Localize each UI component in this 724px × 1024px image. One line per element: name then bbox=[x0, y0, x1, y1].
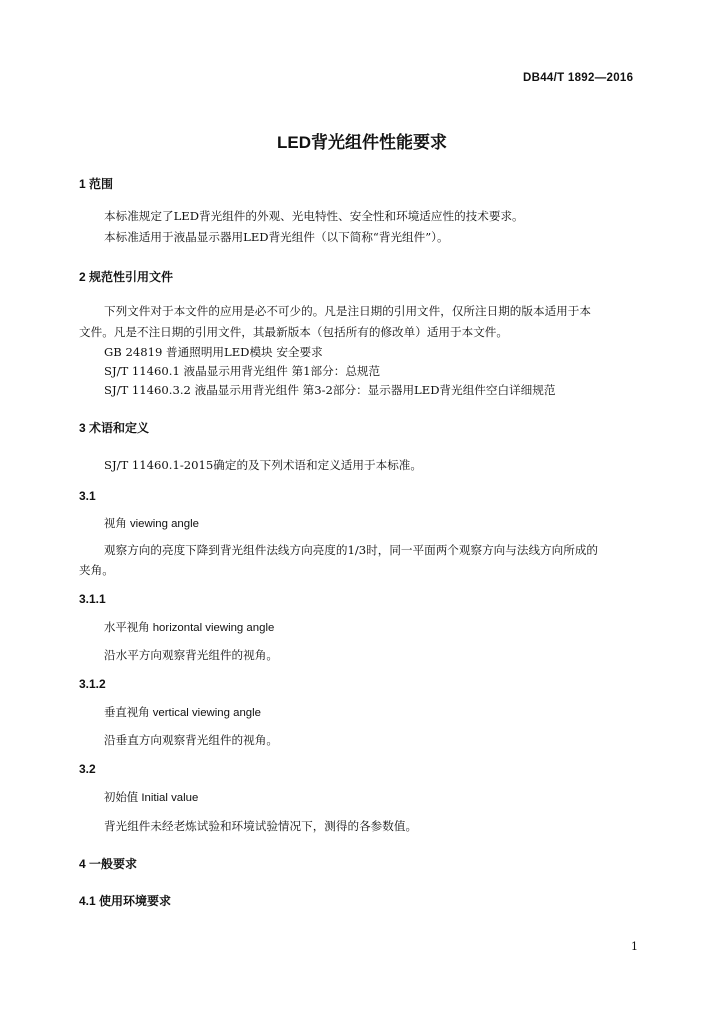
term-vertical-viewing-angle: 垂直视角 vertical viewing angle bbox=[104, 707, 261, 719]
section-1-heading: 1 范围 bbox=[79, 177, 114, 191]
section-2-heading: 2 规范性引用文件 bbox=[79, 270, 174, 284]
clause-3-1-2-number: 3.1.2 bbox=[79, 677, 106, 691]
section-1-paragraph-2: 本标准适用于液晶显示器用LED背光组件（以下简称“背光组件”）。 bbox=[104, 230, 449, 244]
document-title: LED背光组件性能要求 bbox=[277, 133, 447, 152]
term-initial-value: 初始值 Initial value bbox=[104, 792, 199, 804]
section-4-heading: 4 一般要求 bbox=[79, 857, 138, 871]
section-2-paragraph-line-1: 下列文件对于本文件的应用是必不可少的。凡是注日期的引用文件，仅所注日期的版本适用于本 bbox=[104, 304, 591, 318]
definition-horizontal-viewing-angle: 沿水平方向观察背光组件的视角。 bbox=[104, 648, 278, 662]
clause-4-1-heading: 4.1 使用环境要求 bbox=[79, 894, 172, 908]
reference-gb-24819: GB 24819 普通照明用LED模块 安全要求 bbox=[104, 345, 323, 359]
standard-code: DB44/T 1892—2016 bbox=[523, 72, 634, 84]
definition-vertical-viewing-angle: 沿垂直方向观察背光组件的视角。 bbox=[104, 733, 278, 747]
section-3-heading: 3 术语和定义 bbox=[79, 421, 150, 435]
term-viewing-angle: 视角 viewing angle bbox=[104, 518, 199, 530]
section-3-intro: SJ/T 11460.1-2015确定的及下列术语和定义适用于本标准。 bbox=[104, 458, 422, 472]
clause-3-2-number: 3.2 bbox=[79, 762, 96, 776]
clause-3-1-1-number: 3.1.1 bbox=[79, 592, 106, 606]
section-2-paragraph-line-2: 文件。凡是不注日期的引用文件，其最新版本（包括所有的修改单）适用于本文件。 bbox=[79, 325, 508, 339]
section-1-paragraph-1: 本标准规定了LED背光组件的外观、光电特性、安全性和环境适应性的技术要求。 bbox=[104, 209, 524, 223]
definition-viewing-angle-line-1: 观察方向的亮度下降到背光组件法线方向亮度的1/3时，同一平面两个观察方向与法线方向所成的 bbox=[104, 543, 599, 557]
definition-initial-value: 背光组件未经老炼试验和环境试验情况下，测得的各参数值。 bbox=[104, 819, 418, 833]
clause-3-1-number: 3.1 bbox=[79, 489, 96, 503]
reference-sjt-11460-1: SJ/T 11460.1 液晶显示用背光组件 第1部分：总规范 bbox=[104, 364, 381, 378]
page-number: 1 bbox=[631, 940, 638, 953]
definition-viewing-angle-line-2: 夹角。 bbox=[79, 563, 114, 577]
term-horizontal-viewing-angle: 水平视角 horizontal viewing angle bbox=[104, 622, 275, 634]
reference-sjt-11460-3-2: SJ/T 11460.3.2 液晶显示用背光组件 第3-2部分：显示器用LED背光组件空白详细规范 bbox=[104, 383, 556, 397]
